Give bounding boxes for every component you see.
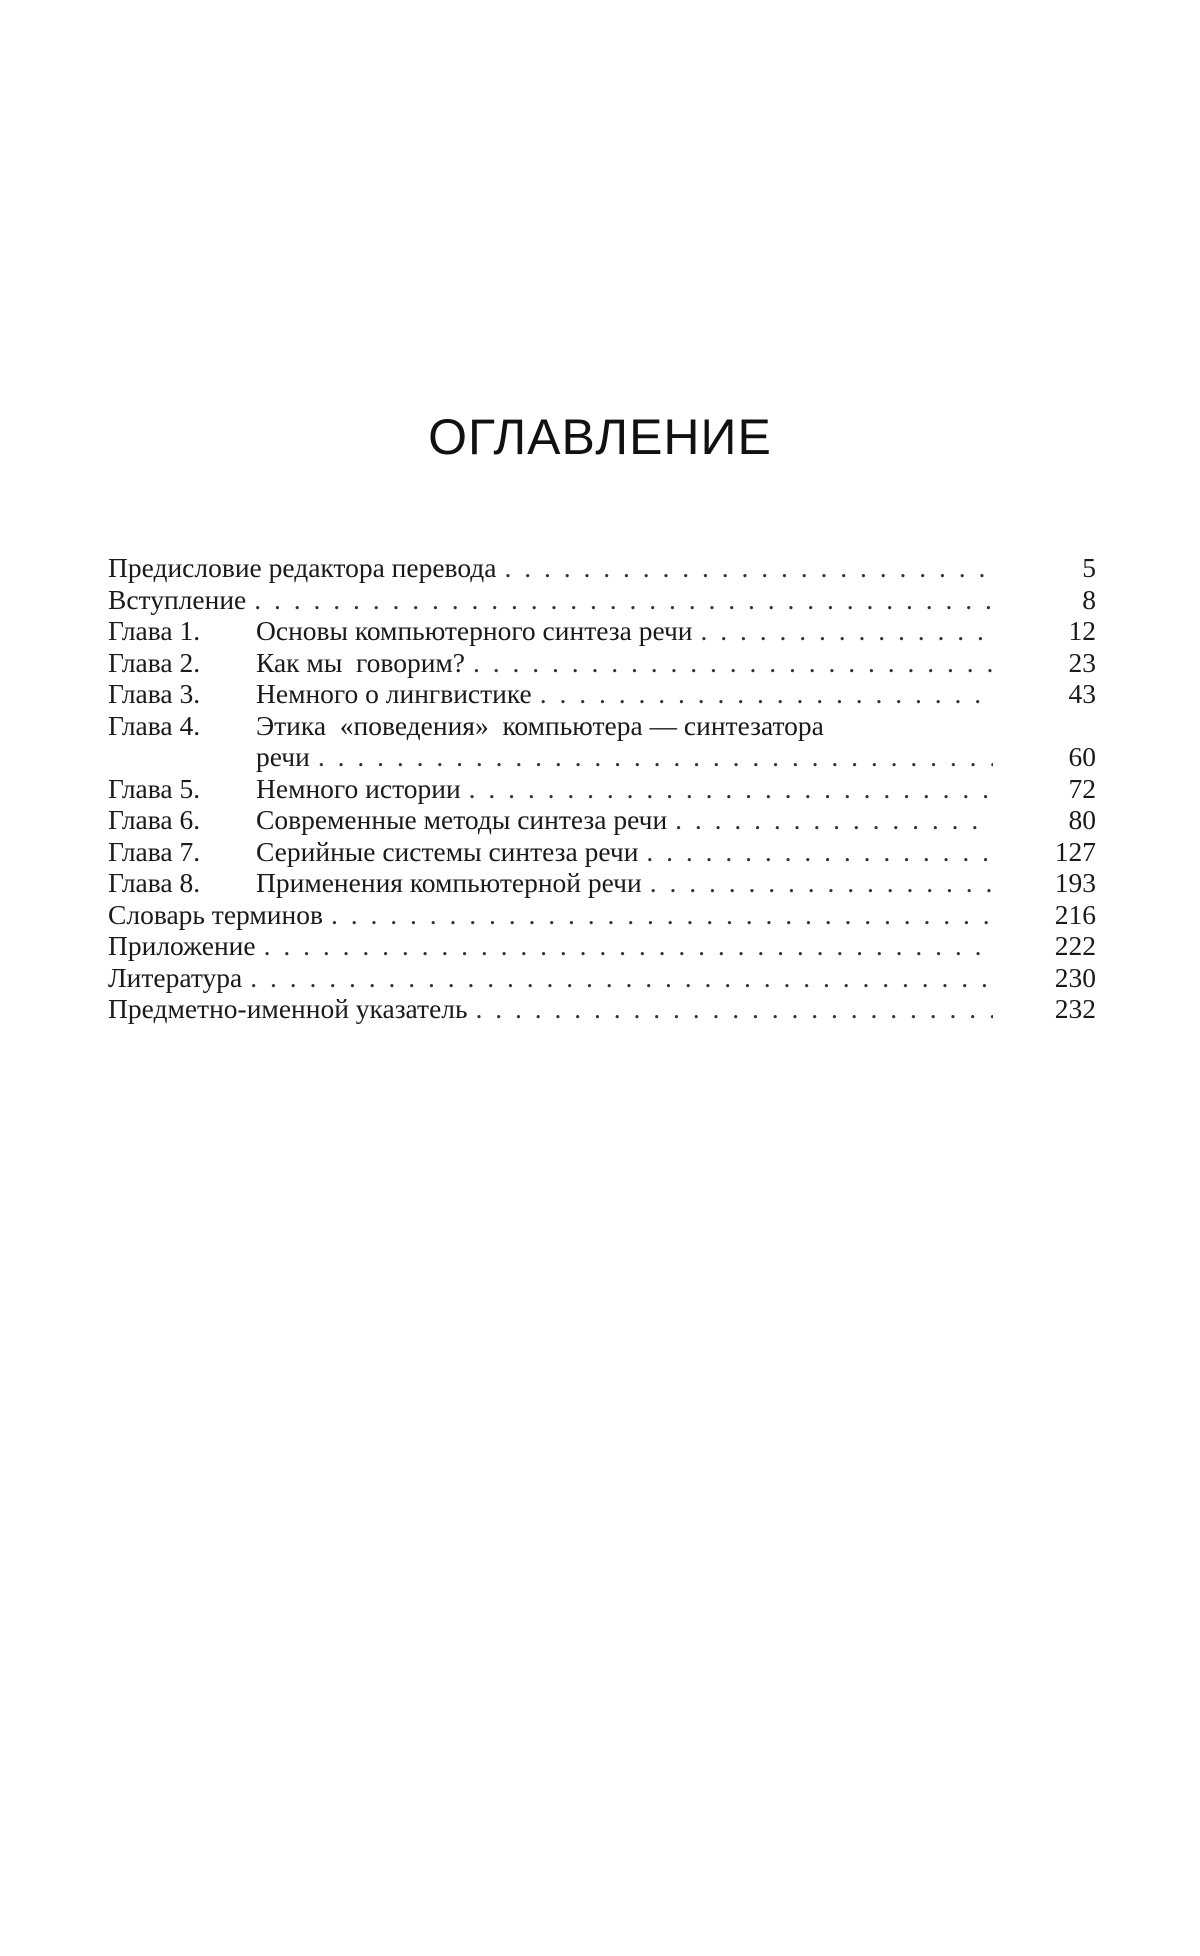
toc-page-number: 222 [1054,930,1096,961]
toc-page-number: 216 [1054,898,1096,930]
table-of-contents [108,552,1096,1025]
dot-leader [242,962,993,994]
toc-chapter-label: Глава 5. [108,772,201,804]
toc-entry [108,836,1096,868]
toc-entry-continuation [108,741,1096,773]
toc-entry-text: Словарь терминов [108,898,323,930]
dot-leader [468,993,993,1025]
toc-entry [108,899,1096,931]
toc-entry-text: Литература [108,961,243,993]
toc-chapter-label: Глава 2. [108,646,201,678]
dot-leader [532,678,993,710]
dot-leader [323,899,993,931]
toc-page-number: 5 [1082,552,1096,583]
toc-page-number: 43 [1068,678,1096,709]
toc-entry-text: Этика «поведения» компьютера — синтезатора [256,709,824,741]
toc-chapter-label: Глава 8. [108,867,201,898]
toc-page-number: 23 [1068,646,1096,678]
toc-entry [108,647,1096,679]
toc-page-number: 127 [1054,835,1096,867]
toc-entry [108,552,1096,584]
toc-entry [108,584,1096,616]
toc-chapter-label: Глава 6. [108,804,201,835]
toc-page-number: 12 [1068,615,1096,646]
toc-entry-text: Основы компьютерного синтеза речи [256,615,693,646]
toc-page-number: 60 [1068,741,1096,772]
toc-page-number: 80 [1068,804,1096,835]
toc-entry [108,867,1096,899]
toc-entry-text: Немного истории [256,772,461,804]
toc-entry-text: Приложение [108,930,256,961]
toc-entry-text: Предметно-именной указатель [108,993,468,1024]
toc-chapter-label: Глава 1. [108,615,201,646]
toc-entry-text: Применения компьютерной речи [256,867,642,898]
toc-entry-text: Вступление [108,583,247,615]
toc-entry-text: Как мы говорим? [256,646,466,678]
toc-entry [108,710,1096,742]
dot-leader [642,867,993,899]
toc-entry-text: Предисловие редактора перевода [108,552,497,583]
page-title: ОГЛАВЛЕНИЕ [428,409,772,465]
toc-page-number: 232 [1054,993,1096,1024]
toc-page-number: 8 [1082,583,1096,615]
toc-entry [108,804,1096,836]
toc-entry [108,962,1096,994]
dot-leader [246,584,993,616]
toc-chapter-label: Глава 3. [108,678,201,709]
dot-leader [461,773,993,805]
toc-entry [108,993,1096,1025]
toc-chapter-label: Глава 4. [108,709,201,741]
dot-leader [256,930,993,962]
dot-leader [310,741,993,773]
toc-chapter-label: Глава 7. [108,835,201,867]
dot-leader [465,647,993,679]
toc-entry-text: Немного о лингвистике [256,678,532,709]
toc-entry-text: речи [256,741,310,772]
dot-leader [667,804,993,836]
toc-entry [108,678,1096,710]
toc-page-number: 193 [1054,867,1096,898]
toc-entry [108,773,1096,805]
dot-leader [693,615,993,647]
toc-page-number: 230 [1054,961,1096,993]
toc-entry [108,615,1096,647]
toc-page-number: 72 [1068,772,1096,804]
dot-leader [496,552,993,584]
toc-entry-text: Современные методы синтеза речи [256,804,668,835]
toc-entry-text: Серийные системы синтеза речи [256,835,639,867]
dot-leader [638,836,993,868]
toc-entry [108,930,1096,962]
